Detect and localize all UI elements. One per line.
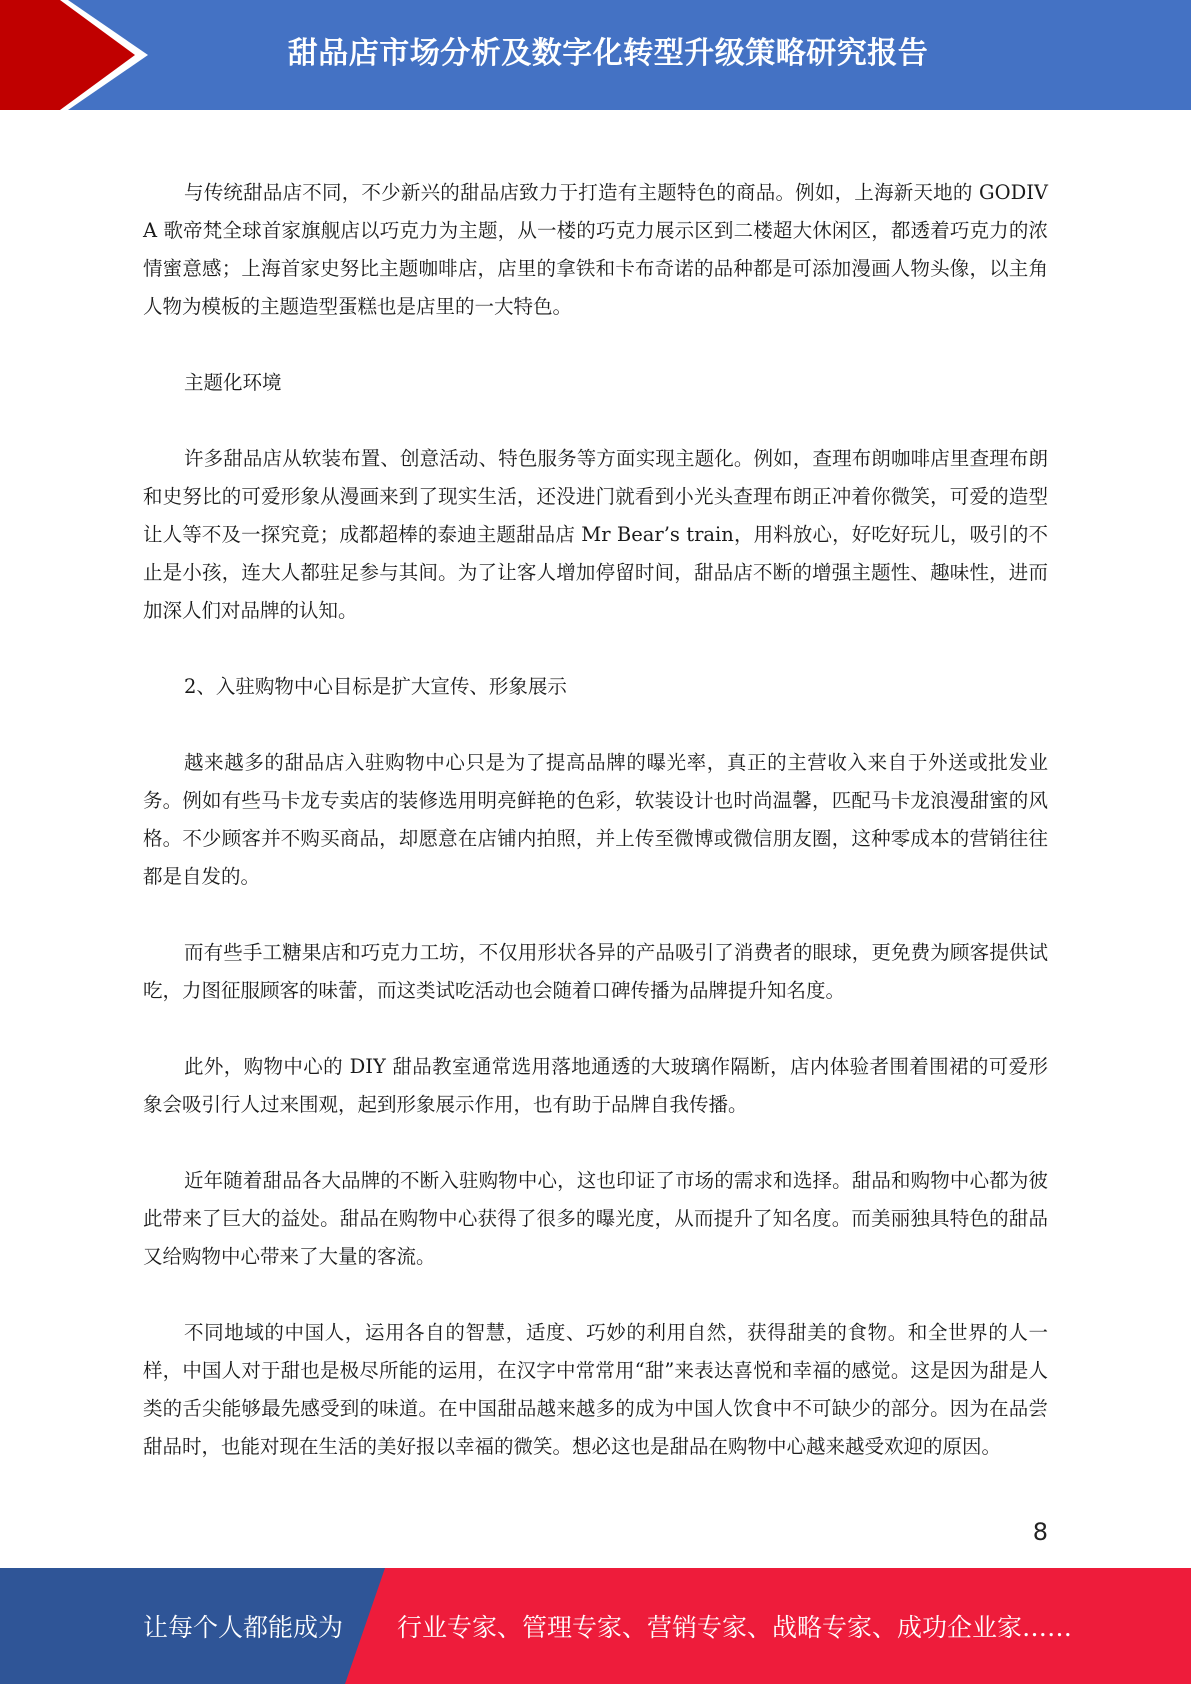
footer-slogan-left: 让每个人都能成为 xyxy=(143,1613,344,1642)
page-number: 8 xyxy=(1032,1518,1048,1546)
paragraph-theme-environment: 许多甜品店从软装布置、创意活动、特色服务等方面实现主题化。例如，查理布朗咖啡店里查理布朗和史努比的可爱形象从漫画来到了现实生活，还没进门就看到小光头查理布朗正冲着你微笑，可爱的造型让人等不及一探究竟；成都超棒的泰迪主题甜品店 Mr Bear’s train，用料放心，好吃好玩儿，吸引的不止是小孩，连大人都驻足参与其间。为了让客人增加停留时间，甜品店不断的增强主题性、趣味性，进而加深人们对品牌的认知。 xyxy=(143,447,1048,622)
paragraph-chinese-sweetness: 不同地域的中国人，运用各自的智慧，适度、巧妙的利用自然，获得甜美的食物。和全世界的人一样，中国人对于甜也是极尽所能的运用，在汉字中常常用“甜”来表达喜悦和幸福的感觉。这是因为甜是人类的舌尖能够最先感受到的味道。在中国甜品越来越多的成为中国人饮食中不可缺少的部分。因为在品尝甜品时，也能对现在生活的美好报以幸福的微笑。想必这也是甜品在购物中心越来越受欢迎的原因。 xyxy=(143,1321,1048,1458)
paragraph-candy-workshop: 而有些手工糖果店和巧克力工坊，不仅用形状各异的产品吸引了消费者的眼球，更免费为顾客提供试吃，力图征服顾客的味蕾，而这类试吃活动也会随着口碑传播为品牌提升知名度。 xyxy=(143,941,1048,1002)
paragraph-mall-exposure: 越来越多的甜品店入驻购物中心只是为了提高品牌的曝光率，真正的主营收入来自于外送或批发业务。例如有些马卡龙专卖店的装修选用明亮鲜艳的色彩，软装设计也时尚温馨，匹配马卡龙浪漫甜蜜的风格。不少顾客并不购买商品，却愿意在店铺内拍照，并上传至微博或微信朋友圈，这种零成本的营销往往都是自发的。 xyxy=(143,751,1048,888)
report-title: 甜品店市场分析及数字化转型升级策略研究报告 xyxy=(287,36,929,71)
paragraph-theme-products: 与传统甜品店不同，不少新兴的甜品店致力于打造有主题特色的商品。例如，上海新天地的 GODIVA 歌帝梵全球首家旗舰店以巧克力为主题，从一楼的巧克力展示区到二楼超大休闲区，都透着巧克力的浓情蜜意感；上海首家史努比主题咖啡店，店里的拿铁和卡布奇诺的品种都是可添加漫画人物头像，以主角人物为模板的主题造型蛋糕也是店里的一大特色。 xyxy=(143,181,1048,318)
footer-slogan-right: 行业专家、管理专家、营销专家、战略专家、成功企业家…… xyxy=(397,1613,1073,1642)
paragraph-mall-benefits: 近年随着甜品各大品牌的不断入驻购物中心，这也印证了市场的需求和选择。甜品和购物中心都为彼此带来了巨大的益处。甜品在购物中心获得了很多的曝光度，从而提升了知名度。而美丽独具特色的甜品又给购物中心带来了大量的客流。 xyxy=(143,1169,1048,1268)
page-footer xyxy=(0,1568,1191,1684)
paragraph-diy-classroom: 此外，购物中心的 DIY 甜品教室通常选用落地通透的大玻璃作隔断，店内体验者围着围裙的可爱形象会吸引行人过来围观，起到形象展示作用，也有助于品牌自我传播。 xyxy=(143,1055,1048,1116)
page-header xyxy=(0,0,1191,110)
section-heading-mall-entry: 2、入驻购物中心目标是扩大宣传、形象展示 xyxy=(184,675,567,698)
document-body xyxy=(143,174,1048,1504)
section-heading-theme-environment: 主题化环境 xyxy=(184,371,282,394)
